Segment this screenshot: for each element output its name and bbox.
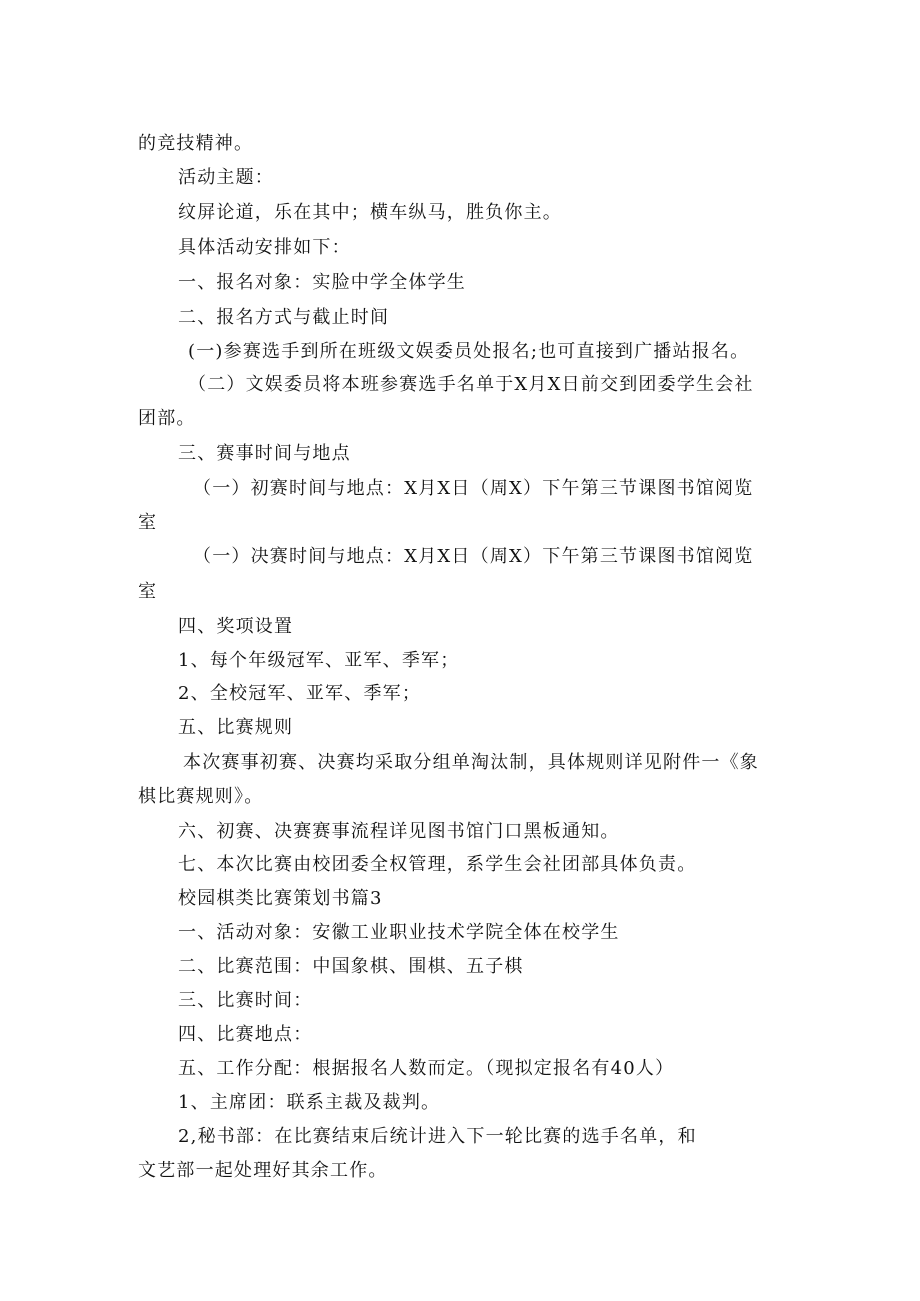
text-line: （二）文娱委员将本班参赛选手名单于X月X日前交到团委学生会社: [188, 374, 754, 395]
text-line: 棋比赛规则》。: [138, 786, 264, 807]
text-line: 一、活动对象：安徽工业职业技术学院全体在校学生: [178, 922, 620, 943]
text-line: 室: [138, 581, 158, 602]
text-line: （一）初赛时间与地点：X月X日（周X）下午第三节课图书馆阅览: [193, 478, 754, 499]
text-line: (一)参赛选手到所在班级文娱委员处报名;也可直接到广播站报名。: [188, 341, 750, 362]
text-line: 2、全校冠军、亚军、季军；: [178, 683, 422, 704]
text-line: 六、初赛、决赛赛事流程详见图书馆门口黑板通知。: [178, 821, 620, 842]
text-line: 1、主席团：联系主裁及裁判。: [178, 1092, 441, 1113]
text-line: 五、比赛规则: [178, 717, 294, 738]
text-line: 2,秘书部：在比赛结束后统计进入下一轮比赛的选手名单，和: [178, 1126, 697, 1147]
text-line: 室: [138, 512, 158, 533]
text-line: 具体活动安排如下：: [178, 237, 351, 258]
text-line: 文艺部一起处理好其余工作。: [138, 1160, 388, 1181]
text-line: 三、赛事时间与地点: [178, 443, 351, 464]
text-line: 团部。: [138, 408, 196, 429]
text-line: 三、比赛时间：: [178, 990, 313, 1011]
text-line: 纹屏论道，乐在其中；横车纵马，胜负你主。: [178, 202, 562, 223]
text-line: 二、报名方式与截止时间: [178, 307, 390, 328]
text-line: 一、报名对象：实脸中学全体学生: [178, 272, 466, 293]
text-line: 活动主题：: [178, 167, 274, 188]
text-line: 四、比赛地点：: [178, 1024, 313, 1045]
text-line: （一）决赛时间与地点：X月X日（周X）下午第三节课图书馆阅览: [193, 546, 754, 567]
text-line: 1、每个年级冠军、亚军、季军；: [178, 650, 460, 671]
text-line: 校园棋类比赛策划书篇3: [178, 888, 383, 909]
text-line: 二、比赛范围：中国象棋、围棋、五子棋: [178, 956, 524, 977]
text-line: 五、工作分配：根据报名人数而定。（现拟定报名有40人）: [178, 1058, 675, 1079]
text-line: 七、本次比赛由校团委全权管理，系学生会社团部具体负责。: [178, 854, 697, 875]
text-line: 的竞技精神。: [138, 133, 254, 154]
text-line: 四、奖项设置: [178, 616, 294, 637]
text-line: 本次赛事初赛、决赛均采取分组单淘汰制，具体规则详见附件一《象: [183, 752, 759, 773]
